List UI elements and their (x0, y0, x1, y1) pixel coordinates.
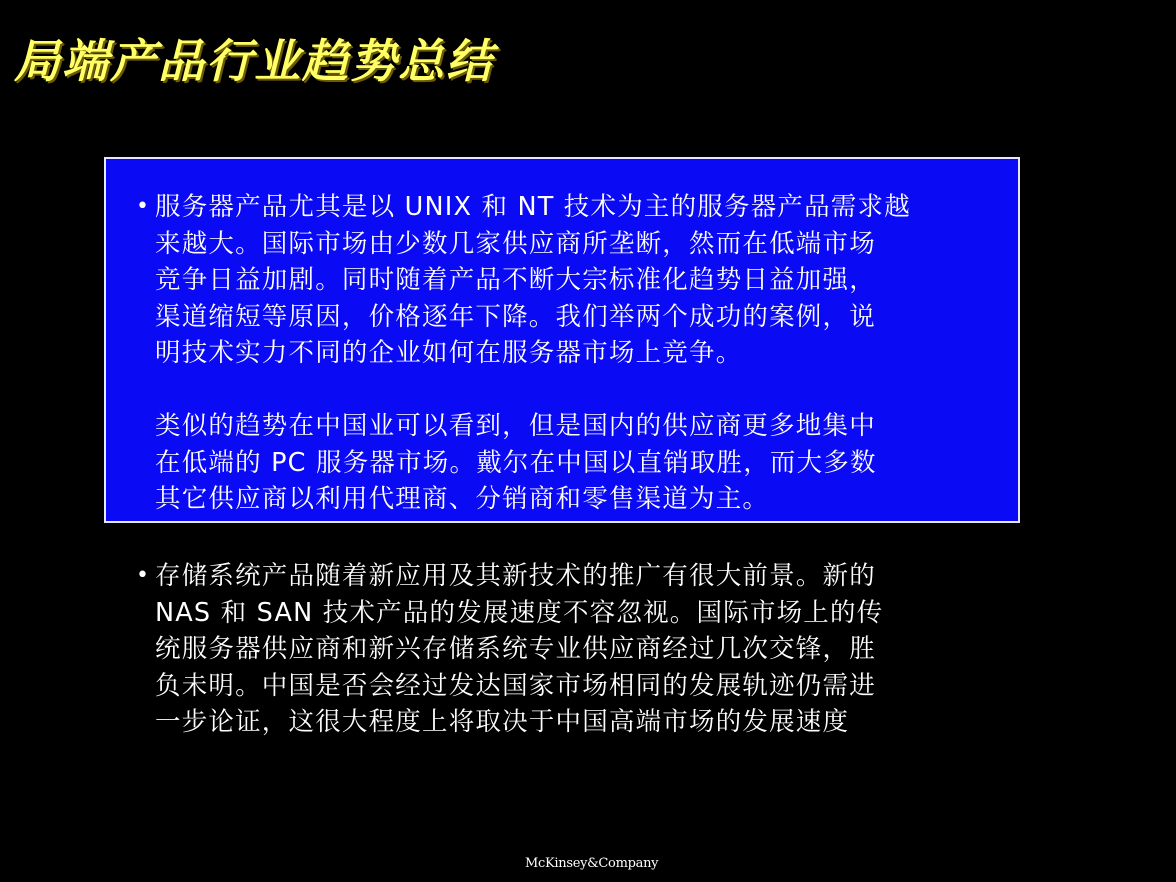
company-logo: McKinsey&Company (525, 856, 659, 871)
bullet-dot: • (136, 194, 151, 219)
text-line: 来越大。国际市场由少数几家供应商所垄断，然而在低端市场 (155, 228, 876, 259)
storage-paragraph (155, 558, 986, 741)
text-line: 存储系统产品随着新应用及其新技术的推广有很大前景。新的 (155, 561, 876, 591)
text-line: 其它供应商以利用代理商、分销商和零售渠道为主。 (155, 484, 770, 515)
china-paragraph (155, 408, 986, 518)
text-line: 负未明。中国是否会经过发达国家市场相同的发展轨迹仍需进 (155, 670, 876, 701)
text-line: 类似的趋势在中国业可以看到，但是国内的供应商更多地集中 (155, 410, 876, 441)
text-line: 竞争日益加剧。同时随着产品不断大宗标准化趋势日益加强， (155, 265, 876, 296)
text-line: 明技术实力不同的企业如何在服务器市场上竞争。 (155, 338, 743, 369)
paragraph-gap (136, 372, 986, 408)
bullet-storage-products (136, 558, 986, 741)
text-line: 在低端的 PC 服务器市场。戴尔在中国以直销取胜，而大多数 (155, 447, 877, 478)
text-line: 一步论证，这很大程度上将取决于中国高端市场的发展速度 (155, 707, 850, 738)
text-line: 渠道缩短等原因，价格逐年下降。我们举两个成功的案例，说 (155, 301, 876, 332)
text-line: 统服务器供应商和新兴存储系统专业供应商经过几次交锋，胜 (155, 634, 876, 665)
bullet-dot: • (136, 563, 151, 588)
text-line: 服务器产品尤其是以 UNIX 和 NT 技术为主的服务器产品需求越 (155, 192, 911, 222)
slide-title: 局端产品行业趋势总结 (14, 34, 494, 88)
bullet-server-products (136, 189, 986, 518)
server-paragraph (155, 189, 986, 372)
text-line: NAS 和 SAN 技术产品的发展速度不容忽视。国际市场上的传 (155, 597, 884, 628)
